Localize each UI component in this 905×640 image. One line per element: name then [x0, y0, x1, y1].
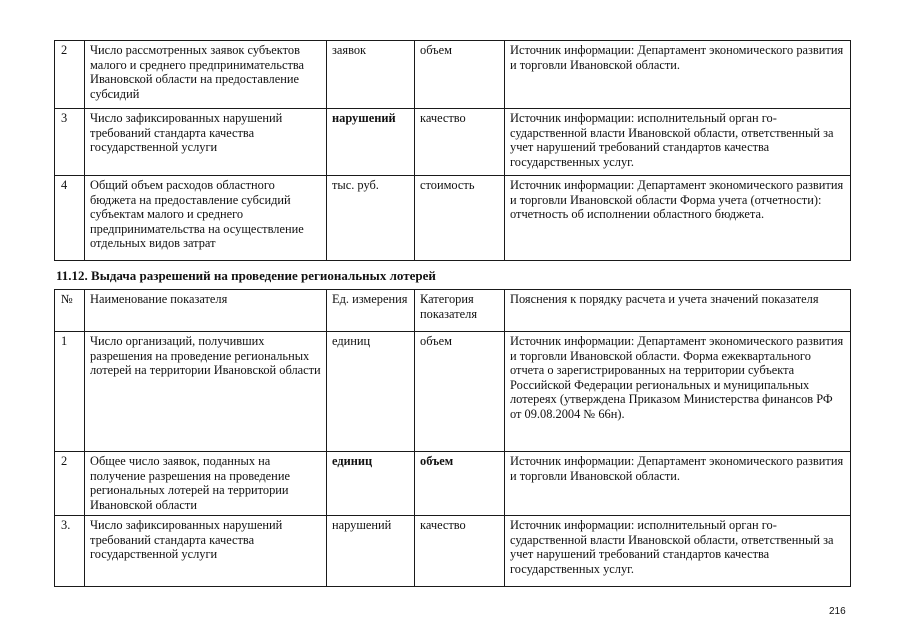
calculation-notes: Источник информации: Департамент экономического развития и торговли Ивановской области.	[505, 452, 851, 516]
column-header-unit: Ед. измерения	[327, 290, 415, 332]
indicator-category: стоимость	[415, 176, 505, 261]
indicators-table-continued	[54, 40, 851, 261]
page-number: 216	[829, 606, 846, 617]
unit-of-measure: единиц	[327, 452, 415, 516]
unit-of-measure: нарушений	[327, 109, 415, 176]
lottery-permits-indicators-table	[54, 289, 851, 587]
column-header-number: №	[55, 290, 85, 332]
unit-of-measure: нарушений	[327, 516, 415, 587]
calculation-notes: Источник информации: исполнительный орган государственной власти Ивановской области, ответственный за учет нарушений требований стандартов качества государственных услуг.	[505, 109, 851, 176]
row-number: 4	[55, 176, 85, 261]
indicator-name: Число организаций, получивших разрешения на проведение региональных лотерей на территории Ивановской области	[85, 332, 327, 452]
row-number: 1	[55, 332, 85, 452]
unit-of-measure: тыс. руб.	[327, 176, 415, 261]
indicator-name: Число зафиксированных нарушений требований стандарта качества государственной услуги	[85, 109, 327, 176]
row-number: 3.	[55, 516, 85, 587]
indicator-name: Общее число заявок, поданных на получение разрешения на проведение региональных лотерей на территории Ивановской области	[85, 452, 327, 516]
column-header-notes: Пояснения к порядку расчета и учета значений показателя	[505, 290, 851, 332]
calculation-notes: Источник информации: исполнительный орган государственной власти Ивановской области, ответственный за учет нарушений требований стандартов качества государственных услуг.	[505, 516, 851, 587]
calculation-notes: Источник информации: Департамент экономического развития и торговли Ивановской области.	[505, 41, 851, 109]
indicator-name: Число зафиксированных нарушений требований стандарта качества государственной услуги	[85, 516, 327, 587]
row-number: 2	[55, 452, 85, 516]
unit-of-measure: заявок	[327, 41, 415, 109]
table-row	[55, 41, 851, 109]
calculation-notes: Источник информации: Департамент экономического развития и торговли Ивановской области. Форма ежеквартального отчета о зарегистрированных на территории субъекта Российской Федерации региональных и муниципальных лотереях (утверждена Приказом Министерства финансов РФ от 09.08.2004 № 66н).	[505, 332, 851, 452]
table-row	[55, 109, 851, 176]
table-row	[55, 176, 851, 261]
section-heading: 11.12. Выдача разрешений на проведение региональных лотерей	[56, 268, 436, 283]
table-row	[55, 332, 851, 452]
indicator-category: объем	[415, 452, 505, 516]
indicator-category: качество	[415, 109, 505, 176]
indicator-category: объем	[415, 41, 505, 109]
indicator-category: объем	[415, 332, 505, 452]
column-header-category: Категория показателя	[415, 290, 505, 332]
indicator-name: Общий объем расходов областного бюджета на предоставление субсидий субъектам малого и среднего предпринимательства на осуществление отдельных видов затрат	[85, 176, 327, 261]
row-number: 2	[55, 41, 85, 109]
table-header-row	[55, 290, 851, 332]
indicator-name: Число рассмотренных заявок субъектов малого и среднего предпринимательства Ивановской области на предоставление субсидий	[85, 41, 327, 109]
table-row	[55, 516, 851, 587]
indicator-category: качество	[415, 516, 505, 587]
unit-of-measure: единиц	[327, 332, 415, 452]
calculation-notes: Источник информации: Департамент экономического развития и торговли Ивановской области Форма учета (отчетности): отчетность об исполнении областного бюджета.	[505, 176, 851, 261]
row-number: 3	[55, 109, 85, 176]
table-row	[55, 452, 851, 516]
column-header-indicator: Наименование показателя	[85, 290, 327, 332]
